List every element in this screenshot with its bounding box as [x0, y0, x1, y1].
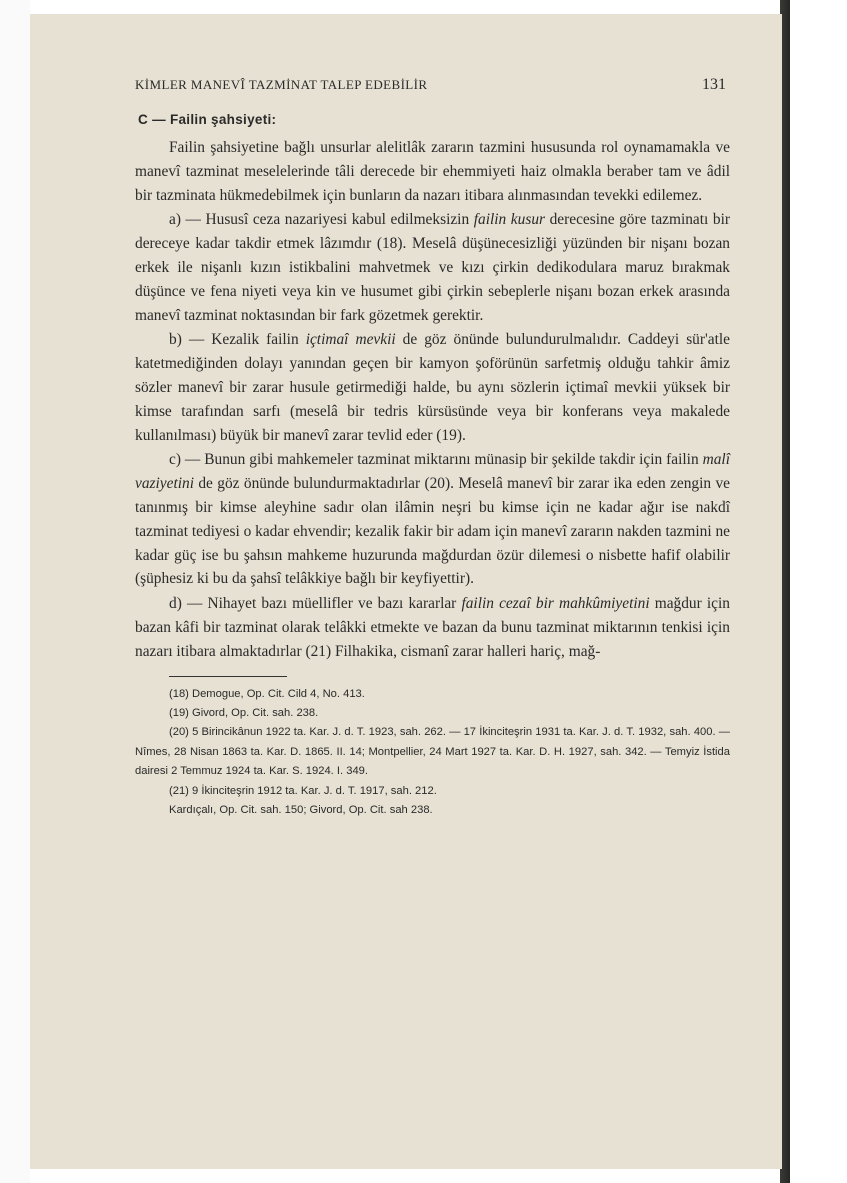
footnote: (18) Demogue, Op. Cit. Cild 4, No. 413.: [169, 687, 365, 700]
running-title: KİMLER MANEVÎ TAZMİNAT TALEP EDEBİLİR: [135, 77, 428, 92]
paragraph: a) — Hususî ceza nazariyesi kabul edilmeksizin failin kusur derecesine göre tazminatı bir dereceye kadar takdir etmek lâzımdır (18). Meselâ düşünecesizliği yüzünden bir nişanı bozan erkek ile nişanlı kızın istikbalini mahvetmek ve kızı çirkin dedikodulara maruz bırakmak düşünce ve fena niyeti veya kin ve husumet gibi çirkin sebeplerle nişanı bozan erkek arasında manevî tazminat noktasından bir fark gözetmek gerektir.: [135, 211, 730, 324]
emphasis: içtimaî mevkii: [305, 331, 396, 349]
body-text: [135, 136, 730, 664]
footnote: (21) 9 İkinciteşrin 1912 ta. Kar. J. d. T. 1917, sah. 212.: [169, 784, 437, 797]
scan-margin-right: [790, 0, 847, 1183]
page-number: 131: [702, 76, 726, 93]
footnote: Kardıçalı, Op. Cit. sah. 150; Givord, Op. Cit. sah 238.: [169, 803, 433, 816]
page-header: [135, 76, 730, 94]
scan-margin-left: [0, 0, 30, 1183]
paragraph: b) — Kezalik failin içtimaî mevkii de göz önünde bulundurulmalıdır. Caddeyi sür'atle katetmediğinden dolayı yanından geçen bir kamyon şoförünün sarfetmiş olduğu tahkir âmiz sözler manevî bir zarar husule getirmediği halde, bu aynı sözlerin içtimaî mevkii yüksek bir kimse tarafından sarfı (meselâ bir tedris kürsüsünde veya bir konferans veya makalede kullanılması) büyük bir manevî zarar tevlid eder (19).: [135, 331, 730, 444]
section-title: C — Failin şahsiyeti:: [138, 112, 277, 127]
paragraph: c) — Bunun gibi mahkemeler tazminat miktarını münasip bir şekilde takdir için failin malî vaziyetini de göz önünde bulundurmaktadırlar (20). Meselâ manevî bir zarar ika eden zengin ve tanınmış bir kimse aleyhine sadır olan ilâmin neşri bu kimse için ne kadar ağır ise nakdî tazminat tediyesi o kadar ehvendir; kezalik fakir bir adam için manevî zararın nakden tazmini ne kadar güç ise bu şahsın mahkeme huzurunda mağdurdan özür dilemesi o nisbette hafif olabilir (şüphesiz ki bu da şahsî telâkkiye bağlı bir keyfiyettir).: [135, 451, 730, 588]
footnotes: [135, 685, 730, 821]
emphasis: malî vaziyetini: [135, 451, 730, 493]
emphasis: failin kusur: [473, 211, 546, 229]
footnote: (19) Givord, Op. Cit. sah. 238.: [169, 706, 319, 719]
paragraph: Failin şahsiyetine bağlı unsurlar alelitlâk zararın tazmini hususunda rol oynamamakla ve manevî tazminat meselelerinde tâli derecede bir ehemmiyeti haiz olmakla beraber tam ve âdil bir tazminata hükmedebilmek için bunların da nazarı itibara alınmasından tevekki edilemez.: [135, 139, 730, 204]
footnote: (20) 5 Birincikânun 1922 ta. Kar. J. d. T. 1923, sah. 262. — 17 İkinciteşrin 1931 ta. Kar. J. d. T. 1932, sah. 400. — Nîmes, 28 Nisan 1863 ta. Kar. D. 1865. II. 14; Montpellier, 24 Mart 1927 ta. Kar. D. H. 1927, sah. 342. — Temyiz İstida dairesi 2 Temmuz 1924 ta. Kar. S. 1924. I. 349.: [135, 726, 730, 778]
paragraph: d) — Nihayet bazı müellifler ve bazı kararlar failin cezaî bir mahkûmiyetini mağdur için bazan kâfi bir tazminat olarak telâkki etmekte ve bazan da bunu tazminat miktarının tenkisi için nazarı itibara almaktadırlar (21) Filhakika, cismanî zarar halleri hariç, mağ-: [135, 595, 730, 660]
footnote-divider: [169, 676, 287, 677]
book-page: [30, 14, 782, 1169]
emphasis: failin cezaî bir mahkûmiyetini: [461, 595, 650, 613]
